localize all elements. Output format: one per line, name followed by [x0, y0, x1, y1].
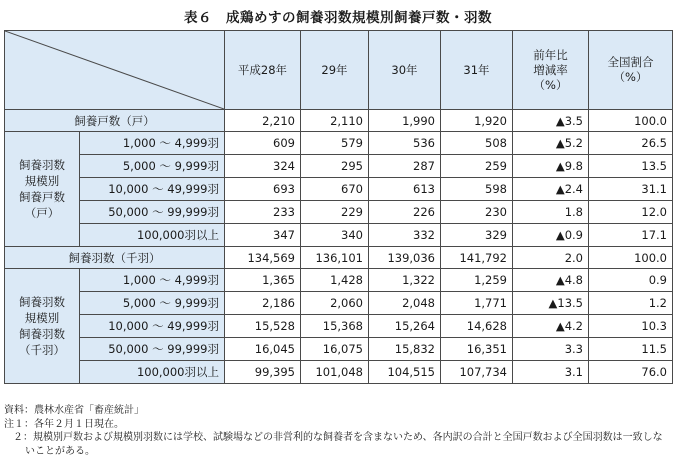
value-cell: 2,186	[225, 292, 301, 315]
value-cell: ▲5.2	[513, 132, 589, 155]
value-cell: 1,365	[225, 269, 301, 292]
value-cell: 598	[441, 178, 513, 201]
header-cell: 30年	[369, 31, 441, 110]
header-cell: 31年	[441, 31, 513, 110]
value-cell: 340	[301, 224, 369, 247]
value-cell: 100.0	[589, 110, 673, 132]
value-cell: 2,048	[369, 292, 441, 315]
value-cell: 141,792	[441, 247, 513, 269]
size-class-label: 5,000 ～ 9,999羽	[80, 292, 225, 315]
total-label: 飼養戸数（戸）	[5, 110, 225, 132]
value-cell: 1.2	[589, 292, 673, 315]
value-cell: 15,368	[301, 315, 369, 338]
value-cell: 10.3	[589, 315, 673, 338]
value-cell: 16,045	[225, 338, 301, 361]
value-cell: 229	[301, 201, 369, 224]
value-cell: 613	[369, 178, 441, 201]
value-cell: ▲3.5	[513, 110, 589, 132]
section-households	[5, 110, 673, 247]
value-cell: 15,832	[369, 338, 441, 361]
value-cell: 693	[225, 178, 301, 201]
section-birds	[5, 247, 673, 384]
value-cell: 324	[225, 155, 301, 178]
table-row	[5, 269, 673, 292]
value-cell: 332	[369, 224, 441, 247]
value-cell: 14,628	[441, 315, 513, 338]
value-cell: 233	[225, 201, 301, 224]
value-cell: 16,351	[441, 338, 513, 361]
value-cell: 100.0	[589, 247, 673, 269]
value-cell: 1,771	[441, 292, 513, 315]
value-cell: 2,210	[225, 110, 301, 132]
value-cell: 2,060	[301, 292, 369, 315]
value-cell: 670	[301, 178, 369, 201]
value-cell: 31.1	[589, 178, 673, 201]
value-cell: 12.0	[589, 201, 673, 224]
value-cell: 11.5	[589, 338, 673, 361]
value-cell: 329	[441, 224, 513, 247]
header-cell: 全国割合 （%）	[589, 31, 673, 110]
value-cell: 16,075	[301, 338, 369, 361]
total-row	[5, 110, 673, 132]
value-cell: 609	[225, 132, 301, 155]
value-cell: 107,734	[441, 361, 513, 384]
table-row	[5, 201, 673, 224]
note-2: ２：規模別戸数および規模別羽数には学校、試験場などの非営利的な飼養者を含まないため、各内訳の合計と全国戸数および全国羽数は一致しないことがある。	[13, 432, 663, 457]
note-1: 注１：各年２月１日現在。	[4, 418, 124, 430]
value-cell: 2,110	[301, 110, 369, 132]
size-class-label: 50,000 ～ 99,999羽	[80, 338, 225, 361]
size-class-label: 50,000 ～ 99,999羽	[80, 201, 225, 224]
header-cell: 前年比 増減率 （%）	[513, 31, 589, 110]
value-cell: 15,528	[225, 315, 301, 338]
value-cell: 230	[441, 201, 513, 224]
total-row	[5, 247, 673, 269]
value-cell: 1,920	[441, 110, 513, 132]
value-cell: 226	[369, 201, 441, 224]
table-row	[5, 315, 673, 338]
header-row	[5, 31, 673, 110]
value-cell: 0.9	[589, 269, 673, 292]
value-cell: 101,048	[301, 361, 369, 384]
size-class-label: 100,000羽以上	[80, 361, 225, 384]
value-cell: 134,569	[225, 247, 301, 269]
table-row	[5, 132, 673, 155]
header-cell: 29年	[301, 31, 369, 110]
value-cell: 76.0	[589, 361, 673, 384]
value-cell: 295	[301, 155, 369, 178]
value-cell: ▲4.2	[513, 315, 589, 338]
size-class-label: 10,000 ～ 49,999羽	[80, 178, 225, 201]
value-cell: ▲0.9	[513, 224, 589, 247]
value-cell: ▲2.4	[513, 178, 589, 201]
source-note: 資料：農林水産省「畜産統計」	[4, 405, 144, 416]
size-class-label: 100,000羽以上	[80, 224, 225, 247]
value-cell: 1,259	[441, 269, 513, 292]
value-cell: 1,990	[369, 110, 441, 132]
value-cell: 2.0	[513, 247, 589, 269]
table-row	[5, 224, 673, 247]
value-cell: 1,322	[369, 269, 441, 292]
size-class-label: 1,000 ～ 4,999羽	[80, 269, 225, 292]
value-cell: 26.5	[589, 132, 673, 155]
table-row	[5, 178, 673, 201]
size-class-label: 1,000 ～ 4,999羽	[80, 132, 225, 155]
header-cell: 平成28年	[225, 31, 301, 110]
data-table	[4, 30, 673, 384]
value-cell: 3.3	[513, 338, 589, 361]
total-label: 飼養羽数（千羽）	[5, 247, 225, 269]
value-cell: 347	[225, 224, 301, 247]
value-cell: 287	[369, 155, 441, 178]
table-row	[5, 155, 673, 178]
diagonal-line	[5, 31, 224, 109]
value-cell: 99,395	[225, 361, 301, 384]
group-label: 飼養羽数 規模別 飼養羽数 （千羽）	[5, 269, 80, 384]
value-cell: 139,036	[369, 247, 441, 269]
corner-cell	[5, 31, 225, 110]
value-cell: 13.5	[589, 155, 673, 178]
value-cell: ▲13.5	[513, 292, 589, 315]
notes	[4, 404, 672, 458]
table-row	[5, 361, 673, 384]
size-class-label: 10,000 ～ 49,999羽	[80, 315, 225, 338]
value-cell: 259	[441, 155, 513, 178]
value-cell: 3.1	[513, 361, 589, 384]
value-cell: 579	[301, 132, 369, 155]
table-row	[5, 338, 673, 361]
value-cell: 508	[441, 132, 513, 155]
value-cell: ▲9.8	[513, 155, 589, 178]
value-cell: 17.1	[589, 224, 673, 247]
value-cell: 104,515	[369, 361, 441, 384]
value-cell: 1.8	[513, 201, 589, 224]
size-class-label: 5,000 ～ 9,999羽	[80, 155, 225, 178]
value-cell: 136,101	[301, 247, 369, 269]
value-cell: ▲4.8	[513, 269, 589, 292]
value-cell: 15,264	[369, 315, 441, 338]
table-title: 表６ 成鶏めすの飼養羽数規模別飼養戸数・羽数	[184, 10, 492, 26]
value-cell: 1,428	[301, 269, 369, 292]
value-cell: 536	[369, 132, 441, 155]
group-label: 飼養羽数 規模別 飼養戸数 （戸）	[5, 132, 80, 247]
table-row	[5, 292, 673, 315]
